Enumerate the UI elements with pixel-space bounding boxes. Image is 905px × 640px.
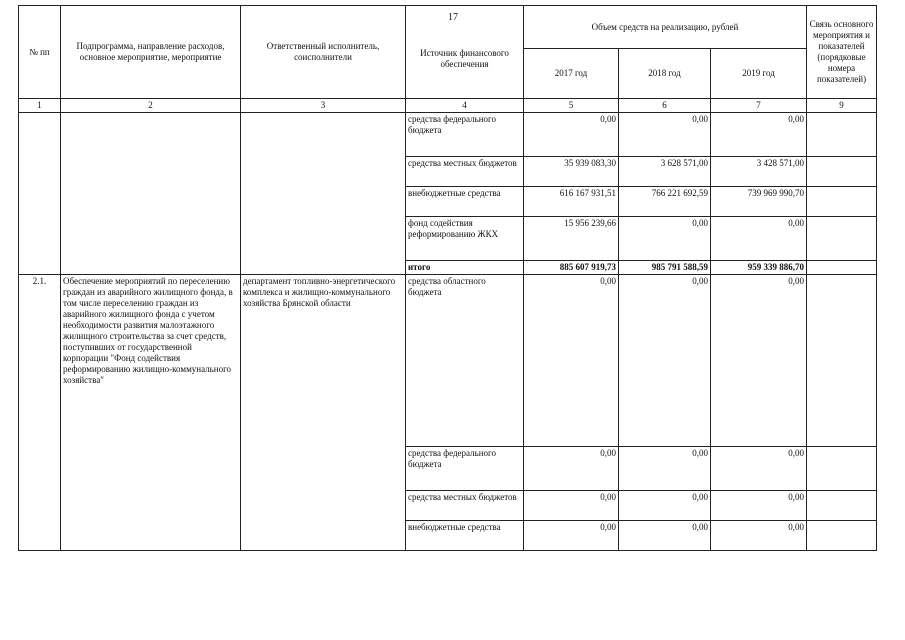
value-2019: 0,00: [711, 275, 807, 447]
value-2018: 0,00: [619, 217, 711, 261]
header-year-2018: 2018 год: [619, 49, 711, 99]
value-2018: 985 791 588,59: [619, 261, 711, 275]
header-source: Источник финансового обеспечения: [406, 6, 524, 99]
source-cell: средства федерального бюджета: [406, 113, 524, 157]
link-cell: [807, 157, 877, 187]
header-link: Связь основного мероприятия и показателей (порядковые номера показателей): [807, 6, 877, 99]
link-cell: [807, 113, 877, 157]
block2-num: 2.1.: [19, 275, 61, 551]
link-cell: [807, 521, 877, 551]
index-cell: 2: [61, 99, 241, 113]
index-cell: 1: [19, 99, 61, 113]
value-2017: 616 167 931,51: [524, 187, 619, 217]
value-2019: 739 969 990,70: [711, 187, 807, 217]
financing-table: [18, 5, 877, 551]
value-2017: 0,00: [524, 491, 619, 521]
link-cell: [807, 187, 877, 217]
value-2019: 0,00: [711, 491, 807, 521]
index-cell: 3: [241, 99, 406, 113]
value-2018: 0,00: [619, 275, 711, 447]
source-cell: средства местных бюджетов: [406, 491, 524, 521]
value-2019: 0,00: [711, 113, 807, 157]
link-cell: [807, 447, 877, 491]
header-num: № пп: [19, 6, 61, 99]
block1-executor: [241, 113, 406, 275]
value-2017: 0,00: [524, 113, 619, 157]
value-2018: 0,00: [619, 113, 711, 157]
link-cell: [807, 491, 877, 521]
source-cell: фонд содействия реформированию ЖКХ: [406, 217, 524, 261]
block2-executor: департамент топливно-энергетического комплекса и жилищно-коммунального хозяйства Брянской области: [241, 275, 406, 551]
value-2017: 0,00: [524, 521, 619, 551]
header-executor: Ответственный исполнитель, соисполнители: [241, 6, 406, 99]
value-2019: 3 428 571,00: [711, 157, 807, 187]
index-cell: 5: [524, 99, 619, 113]
link-cell: [807, 217, 877, 261]
value-2017: 15 956 239,66: [524, 217, 619, 261]
block2-program: Обеспечение мероприятий по переселению граждан из аварийного жилищного фонда, в том числе переселению граждан из аварийного жилищного фонда с учетом необходимости развития малоэтажного жилищного строительства за счет средств, поступивших от государственной корпорации "Фонд содействия реформированию жилищно-коммунального хозяйства": [61, 275, 241, 551]
index-cell: 4: [406, 99, 524, 113]
value-2017: 885 607 919,73: [524, 261, 619, 275]
source-cell: средства местных бюджетов: [406, 157, 524, 187]
link-cell: [807, 275, 877, 447]
value-2019: 0,00: [711, 521, 807, 551]
link-cell: [807, 261, 877, 275]
index-cell: 6: [619, 99, 711, 113]
value-2017: 0,00: [524, 447, 619, 491]
value-2018: 766 221 692,59: [619, 187, 711, 217]
value-2017: 35 939 083,30: [524, 157, 619, 187]
block1-num: [19, 113, 61, 275]
header-program: Подпрограмма, направление расходов, основное мероприятие, мероприятие: [61, 6, 241, 99]
source-cell: средства областного бюджета: [406, 275, 524, 447]
value-2019: 0,00: [711, 447, 807, 491]
block1-program: [61, 113, 241, 275]
table-row: [19, 113, 877, 157]
value-2019: 0,00: [711, 217, 807, 261]
table-row: [19, 275, 877, 447]
index-cell: 7: [711, 99, 807, 113]
index-row: [19, 99, 877, 113]
value-2018: 0,00: [619, 521, 711, 551]
source-cell: внебюджетные средства: [406, 521, 524, 551]
value-2018: 0,00: [619, 491, 711, 521]
value-2019: 959 339 886,70: [711, 261, 807, 275]
value-2018: 3 628 571,00: [619, 157, 711, 187]
source-cell: внебюджетные средства: [406, 187, 524, 217]
header-year-2017: 2017 год: [524, 49, 619, 99]
header-volume: Объем средств на реализацию, рублей: [524, 6, 807, 49]
index-cell: 9: [807, 99, 877, 113]
value-2018: 0,00: [619, 447, 711, 491]
value-2017: 0,00: [524, 275, 619, 447]
source-cell: итого: [406, 261, 524, 275]
source-cell: средства федерального бюджета: [406, 447, 524, 491]
page-number: 17: [448, 12, 458, 23]
header-year-2019: 2019 год: [711, 49, 807, 99]
